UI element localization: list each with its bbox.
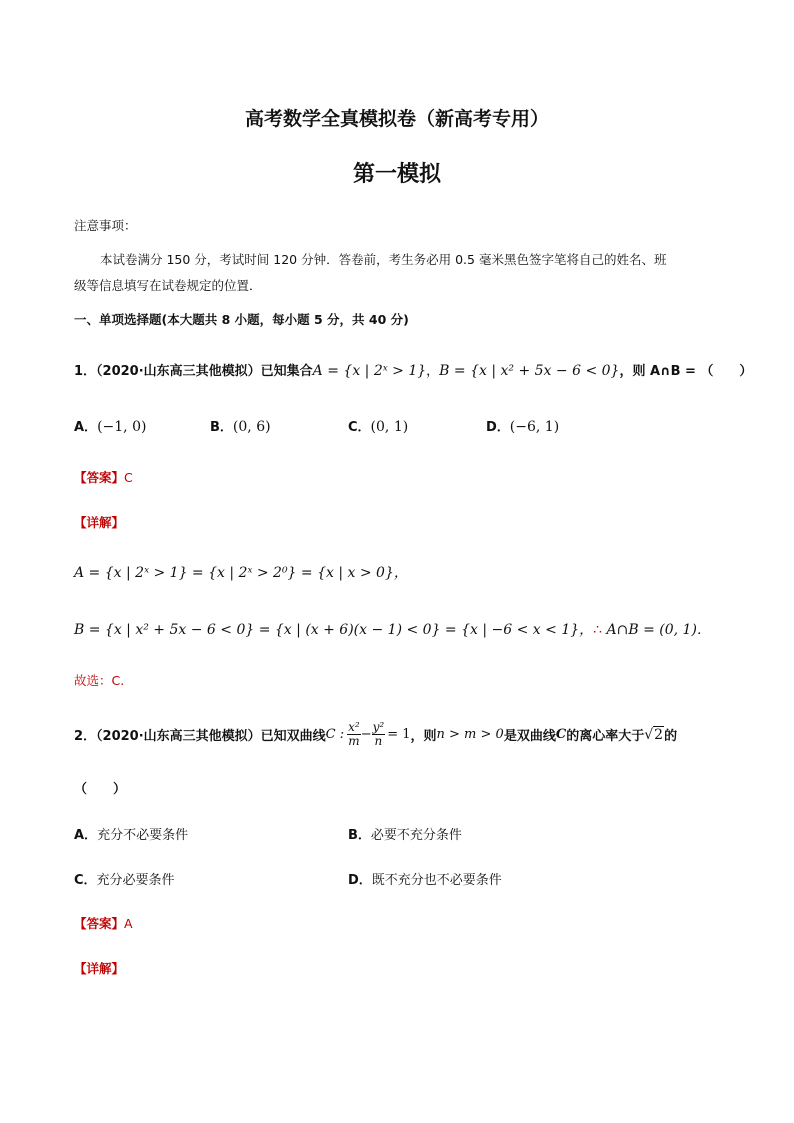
option-2-a-letter: A． (74, 828, 98, 843)
answer-1-value: C (124, 470, 133, 485)
question-1-prefix: 1．（2020·山东高三其他模拟）已知集合 (74, 364, 313, 379)
fraction-x-numerator: x² (348, 720, 360, 734)
question-2-condition: n > m > 0 (436, 727, 504, 742)
work-1-line-2-result: A∩B = (0, 1)． (602, 622, 711, 638)
question-2 (74, 721, 677, 748)
option-2-c (74, 869, 175, 888)
therefore-symbol: ∴ (593, 622, 603, 638)
work-1-line-2-set-b: B = {x | x² + 5x − 6 < 0} = {x | (x + 6)(x − 1) < 0} = {x | −6 < x < 1}， (74, 622, 594, 638)
question-2-mid2: 是双曲线 (503, 729, 556, 744)
question-1-suffix: ，则 A∩B = （ ） (619, 364, 753, 379)
option-2-b (348, 824, 462, 843)
option-b-value: (0, 6) (232, 419, 271, 435)
notice-label: 注意事项： (74, 218, 137, 233)
option-2-b-text: 必要不充分条件 (370, 828, 462, 843)
conclusion-1: 故选：C. (74, 673, 125, 688)
question-2-prefix: 2．（2020·山东高三其他模拟）已知双曲线 (74, 729, 326, 744)
notice-line-2: 级等信息填写在试卷规定的位置． (74, 278, 262, 293)
question-2-mid3: 的离心率大于 (566, 729, 645, 744)
detail-1-label: 【详解】 (74, 515, 125, 530)
option-d (486, 416, 559, 435)
option-2-c-letter: C． (74, 873, 97, 888)
option-a-letter: A． (74, 420, 98, 435)
option-2-a (74, 824, 188, 843)
minus-sign: − (360, 727, 372, 742)
detail-2-label: 【详解】 (74, 961, 125, 976)
question-2-curve-letter: C (555, 727, 567, 742)
question-1-set-a: A = {x | 2ˣ > 1} (312, 363, 427, 379)
option-d-value: (−6, 1) (509, 419, 560, 435)
option-2-c-text: 充分必要条件 (96, 873, 175, 888)
answer-1 (74, 468, 133, 486)
option-2-d-letter: D． (348, 873, 372, 888)
question-2-mid: ，则 (410, 729, 437, 744)
option-c-letter: C． (348, 420, 371, 435)
page-title: 高考数学全真模拟卷（新高考专用） (244, 108, 549, 130)
section-heading: 一、单项选择题(本大题共 8 小题，每小题 5 分，共 40 分) (74, 312, 409, 327)
option-2-d-text: 既不充分也不必要条件 (371, 873, 502, 888)
fraction-y-over-n (372, 721, 386, 748)
question-2-blank: （ ） (74, 782, 127, 797)
answer-2-value: A (124, 916, 133, 931)
answer-2 (74, 914, 133, 932)
answer-1-label: 【答案】 (74, 470, 125, 485)
option-a-value: (−1, 0) (97, 419, 147, 435)
fraction-y-numerator: y² (372, 720, 385, 734)
question-1 (74, 360, 752, 379)
fraction-x-over-m (347, 721, 361, 748)
sqrt-radicand: 2 (654, 726, 664, 743)
option-c-value: (0, 1) (370, 419, 409, 435)
option-2-a-text: 充分不必要条件 (97, 828, 189, 843)
option-c (348, 416, 408, 435)
question-1-separator: ， (426, 364, 440, 379)
sqrt-two: √2 (644, 726, 664, 743)
option-2-d (348, 869, 502, 888)
option-b-letter: B． (210, 420, 233, 435)
question-2-end: 的 (664, 729, 678, 744)
notice-line-1: 本试卷满分 150 分，考试时间 120 分钟．答卷前，考生务必用 0.5 毫米黑色签字笔将自己的姓名、班 (100, 252, 667, 267)
question-1-set-b: B = {x | x² + 5x − 6 < 0} (439, 363, 620, 379)
option-d-letter: D． (486, 420, 510, 435)
fraction-y-denominator: n (374, 734, 383, 748)
option-2-b-letter: B． (348, 828, 371, 843)
page-subtitle: 第一模拟 (352, 162, 441, 187)
fraction-x-denominator: m (348, 734, 360, 748)
work-1-line-1: A = {x | 2ˣ > 1} = {x | 2ˣ > 2⁰} = {x | x > 0}， (74, 565, 408, 581)
option-a (74, 416, 146, 435)
equals-one: = 1 (387, 727, 411, 742)
option-b (210, 416, 271, 435)
work-1-line-2 (74, 619, 711, 639)
answer-2-label: 【答案】 (74, 916, 125, 931)
question-2-curve-name: C : (325, 727, 345, 742)
